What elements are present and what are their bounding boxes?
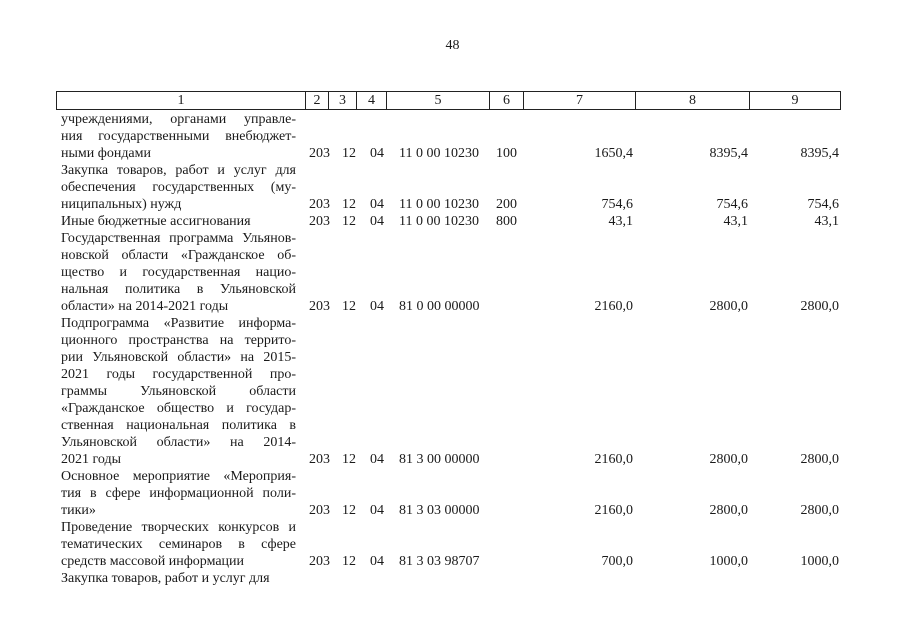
amount-col9-cell: 1000,0 bbox=[800, 554, 839, 569]
amount-col9-cell: 43,1 bbox=[814, 214, 839, 229]
description-line: Подпрограмма «Развитие информа- bbox=[61, 316, 296, 331]
amount-col9-cell: 2800,0 bbox=[800, 503, 839, 518]
section-code-cell: 12 bbox=[342, 503, 356, 518]
description-line: граммы Ульяновской области bbox=[61, 384, 296, 399]
description-line: 2021 годы bbox=[61, 452, 122, 467]
description-line: нальная политика в Ульяновской bbox=[61, 282, 296, 297]
description-line: рии Ульяновской области» на 2015- bbox=[61, 350, 296, 365]
target-article-cell: 11 0 00 10230 bbox=[399, 146, 479, 161]
table-row bbox=[0, 570, 905, 587]
admin-code-cell: 203 bbox=[309, 214, 330, 229]
column-header-6: 6 bbox=[490, 92, 524, 110]
description-line: 2021 годы государственной про- bbox=[61, 367, 296, 382]
row-description bbox=[61, 315, 296, 468]
amount-col8-cell: 754,6 bbox=[716, 197, 748, 212]
amount-col7-cell: 2160,0 bbox=[594, 452, 633, 467]
column-header-4: 4 bbox=[357, 92, 387, 110]
admin-code-cell: 203 bbox=[309, 146, 330, 161]
admin-code-cell: 203 bbox=[309, 452, 330, 467]
target-article-cell: 11 0 00 10230 bbox=[399, 214, 479, 229]
row-description bbox=[61, 213, 296, 230]
section-code-cell: 12 bbox=[342, 197, 356, 212]
description-line: тики» bbox=[61, 503, 96, 518]
table-row bbox=[0, 468, 905, 519]
description-line: Закупка товаров, работ и услуг для bbox=[61, 571, 270, 586]
column-header-3: 3 bbox=[329, 92, 357, 110]
expense-type-cell: 800 bbox=[496, 214, 517, 229]
column-header-5: 5 bbox=[387, 92, 490, 110]
table-row bbox=[0, 315, 905, 468]
section-code-cell: 12 bbox=[342, 554, 356, 569]
section-code-cell: 12 bbox=[342, 299, 356, 314]
amount-col8-cell: 1000,0 bbox=[709, 554, 748, 569]
amount-col7-cell: 700,0 bbox=[601, 554, 633, 569]
row-description bbox=[61, 570, 296, 587]
admin-code-cell: 203 bbox=[309, 299, 330, 314]
subsection-code-cell: 04 bbox=[370, 197, 384, 212]
amount-col7-cell: 2160,0 bbox=[594, 299, 633, 314]
section-code-cell: 12 bbox=[342, 452, 356, 467]
description-line: Государственная программа Ульянов- bbox=[61, 231, 296, 246]
description-line: «Гражданское общество и государ- bbox=[61, 401, 296, 416]
expense-type-cell: 200 bbox=[496, 197, 517, 212]
amount-col7-cell: 2160,0 bbox=[594, 503, 633, 518]
target-article-cell: 81 3 00 00000 bbox=[399, 452, 480, 467]
row-description bbox=[61, 162, 296, 213]
table-row bbox=[0, 230, 905, 315]
row-description bbox=[61, 111, 296, 162]
column-header-row bbox=[57, 92, 841, 110]
target-article-cell: 81 3 03 98707 bbox=[399, 554, 480, 569]
row-description bbox=[61, 468, 296, 519]
table-row bbox=[0, 213, 905, 230]
page-number: 48 bbox=[445, 38, 460, 53]
description-line: Ульяновской области» на 2014- bbox=[61, 435, 296, 450]
amount-col9-cell: 8395,4 bbox=[800, 146, 839, 161]
column-header-8: 8 bbox=[636, 92, 750, 110]
amount-col9-cell: 2800,0 bbox=[800, 452, 839, 467]
section-code-cell: 12 bbox=[342, 214, 356, 229]
description-line: Проведение творческих конкурсов и bbox=[61, 520, 296, 535]
amount-col7-cell: 754,6 bbox=[601, 197, 633, 212]
description-line: учреждениями, органами управле- bbox=[61, 112, 296, 127]
column-header-9: 9 bbox=[750, 92, 841, 110]
expense-type-cell: 100 bbox=[496, 146, 517, 161]
subsection-code-cell: 04 bbox=[370, 299, 384, 314]
table-row bbox=[0, 111, 905, 162]
subsection-code-cell: 04 bbox=[370, 214, 384, 229]
target-article-cell: 11 0 00 10230 bbox=[399, 197, 479, 212]
amount-col7-cell: 43,1 bbox=[608, 214, 633, 229]
description-line: тия в сфере информационной поли- bbox=[61, 486, 296, 501]
description-line: Основное мероприятие «Мероприя- bbox=[61, 469, 296, 484]
description-line: обеспечения государственных (му- bbox=[61, 180, 296, 195]
description-line: ционного пространства на террито- bbox=[61, 333, 296, 348]
admin-code-cell: 203 bbox=[309, 554, 330, 569]
description-line: ниципальных) нужд bbox=[61, 197, 182, 212]
column-header-7: 7 bbox=[524, 92, 636, 110]
column-header-2: 2 bbox=[306, 92, 329, 110]
amount-col8-cell: 2800,0 bbox=[709, 503, 748, 518]
admin-code-cell: 203 bbox=[309, 503, 330, 518]
description-line: щество и государственная нацио- bbox=[61, 265, 296, 280]
column-header-table bbox=[56, 91, 841, 110]
description-line: новской области «Гражданское об- bbox=[61, 248, 296, 263]
table-row bbox=[0, 162, 905, 213]
subsection-code-cell: 04 bbox=[370, 503, 384, 518]
amount-col8-cell: 8395,4 bbox=[709, 146, 748, 161]
amount-col8-cell: 2800,0 bbox=[709, 452, 748, 467]
table-row bbox=[0, 519, 905, 570]
description-line: ния государственными внебюджет- bbox=[61, 129, 296, 144]
description-line: тематических семинаров в сфере bbox=[61, 537, 296, 552]
column-header-1: 1 bbox=[57, 92, 306, 110]
subsection-code-cell: 04 bbox=[370, 146, 384, 161]
description-line: Закупка товаров, работ и услуг для bbox=[61, 163, 296, 178]
target-article-cell: 81 0 00 00000 bbox=[399, 299, 480, 314]
section-code-cell: 12 bbox=[342, 146, 356, 161]
description-line: ными фондами bbox=[61, 146, 152, 161]
description-line: области» на 2014-2021 годы bbox=[61, 299, 229, 314]
amount-col8-cell: 43,1 bbox=[723, 214, 748, 229]
amount-col7-cell: 1650,4 bbox=[594, 146, 633, 161]
amount-col8-cell: 2800,0 bbox=[709, 299, 748, 314]
subsection-code-cell: 04 bbox=[370, 554, 384, 569]
row-description bbox=[61, 230, 296, 315]
target-article-cell: 81 3 03 00000 bbox=[399, 503, 480, 518]
description-line: Иные бюджетные ассигнования bbox=[61, 214, 251, 229]
amount-col9-cell: 2800,0 bbox=[800, 299, 839, 314]
amount-col9-cell: 754,6 bbox=[807, 197, 839, 212]
description-line: средств массовой информации bbox=[61, 554, 245, 569]
admin-code-cell: 203 bbox=[309, 197, 330, 212]
row-description bbox=[61, 519, 296, 570]
subsection-code-cell: 04 bbox=[370, 452, 384, 467]
description-line: ственная национальная политика в bbox=[61, 418, 296, 433]
